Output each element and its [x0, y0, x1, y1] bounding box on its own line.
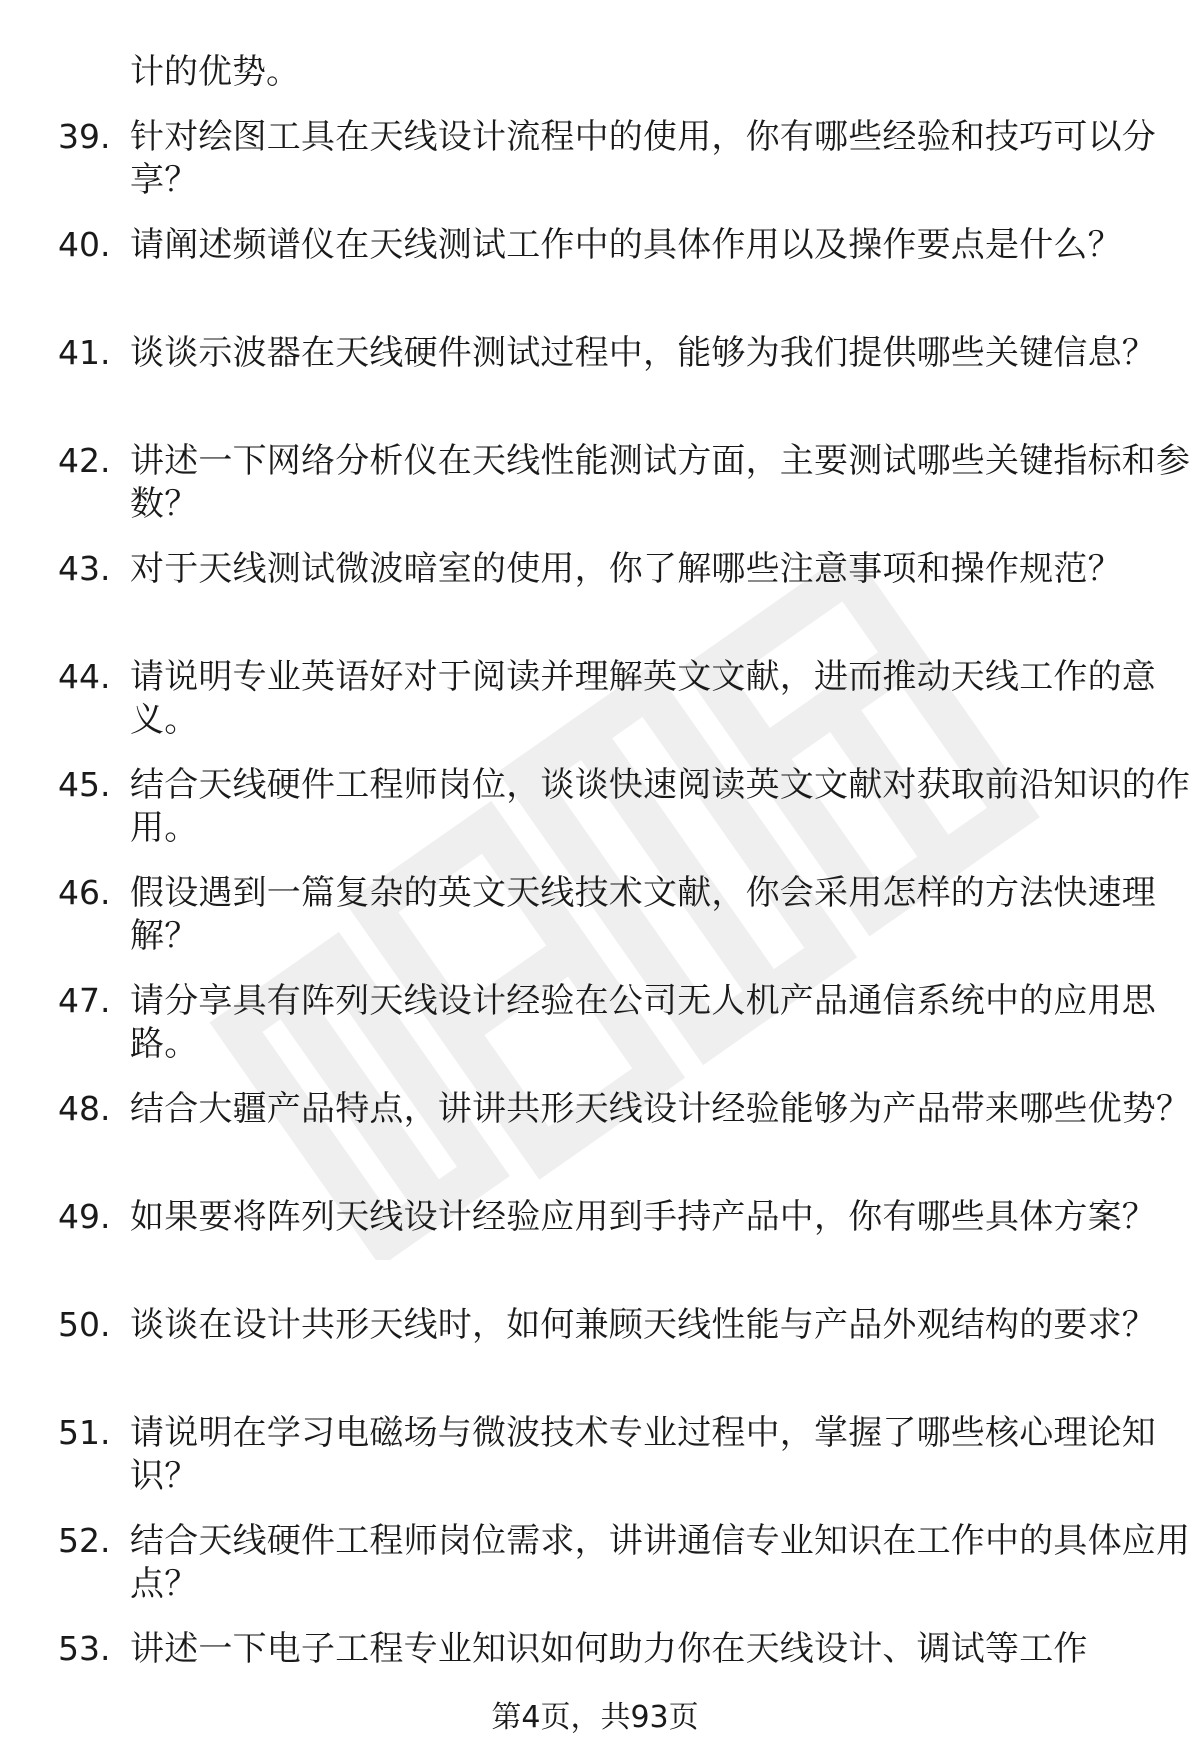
item-text: 对于天线测试微波暗室的使用，你了解哪些注意事项和操作规范？ [130, 549, 1122, 589]
item-text: 结合大疆产品特点，讲讲共形天线设计经验能够为产品带来哪些优势？ [130, 1089, 1190, 1129]
item-number: 44. [58, 657, 111, 696]
list-item [58, 224, 1158, 332]
list-item [58, 764, 1190, 872]
item-text: 请阐述频谱仪在天线测试工作中的具体作用以及操作要点是什么？ [130, 225, 1122, 265]
question-list [58, 116, 1190, 1736]
item-number: 49. [58, 1197, 111, 1236]
item-number: 51. [58, 1413, 111, 1452]
item-text: 结合天线硬件工程师岗位，谈谈快速阅读英文文献对获取前沿知识的作用。 [130, 765, 1190, 848]
item-number: 46. [58, 873, 111, 912]
item-text: 讲述一下电子工程专业知识如何助力你在天线设计、调试等工作 [130, 1629, 1088, 1669]
item-text: 针对绘图工具在天线设计流程中的使用，你有哪些经验和技巧可以分享？ [130, 117, 1156, 200]
item-number: 47. [58, 981, 111, 1020]
item-text: 讲述一下网络分析仪在天线性能测试方面，主要测试哪些关键指标和参数？ [130, 441, 1190, 524]
item-text: 请说明在学习电磁场与微波技术专业过程中，掌握了哪些核心理论知识？ [130, 1413, 1156, 1496]
item-number: 40. [58, 225, 111, 264]
list-item [58, 1196, 1158, 1304]
list-item [58, 872, 1158, 980]
list-item [58, 1088, 1190, 1196]
list-item [58, 440, 1190, 548]
item-text: 如果要将阵列天线设计经验应用到手持产品中，你有哪些具体方案？ [130, 1197, 1156, 1237]
list-item [58, 1304, 1158, 1412]
list-item [58, 1412, 1158, 1520]
item-number: 50. [58, 1305, 111, 1344]
item-number: 52. [58, 1521, 111, 1560]
item-number: 48. [58, 1089, 111, 1128]
continued-text: 计的优势。 [130, 52, 300, 92]
list-item [58, 548, 1158, 656]
item-number: 42. [58, 441, 111, 480]
item-number: 45. [58, 765, 111, 804]
item-number: 39. [58, 117, 111, 156]
item-number: 43. [58, 549, 111, 588]
item-text: 请说明专业英语好对于阅读并理解英文文献，进而推动天线工作的意义。 [130, 657, 1156, 740]
item-text: 结合天线硬件工程师岗位需求，讲讲通信专业知识在工作中的具体应用点？ [130, 1521, 1190, 1604]
list-item [58, 656, 1158, 764]
list-item [58, 332, 1158, 440]
item-text: 谈谈示波器在天线硬件测试过程中，能够为我们提供哪些关键信息？ [130, 333, 1156, 373]
list-item [58, 980, 1158, 1088]
item-text: 谈谈在设计共形天线时，如何兼顾天线性能与产品外观结构的要求？ [130, 1305, 1156, 1345]
item-number: 53. [58, 1629, 111, 1668]
list-item [58, 1520, 1190, 1628]
page-number-footer: 第4页，共93页 [491, 1700, 699, 1735]
item-text: 请分享具有阵列天线设计经验在公司无人机产品通信系统中的应用思路。 [130, 981, 1156, 1064]
item-text: 假设遇到一篇复杂的英文天线技术文献，你会采用怎样的方法快速理解？ [130, 873, 1156, 956]
item-number: 41. [58, 333, 111, 372]
list-item [58, 116, 1158, 224]
